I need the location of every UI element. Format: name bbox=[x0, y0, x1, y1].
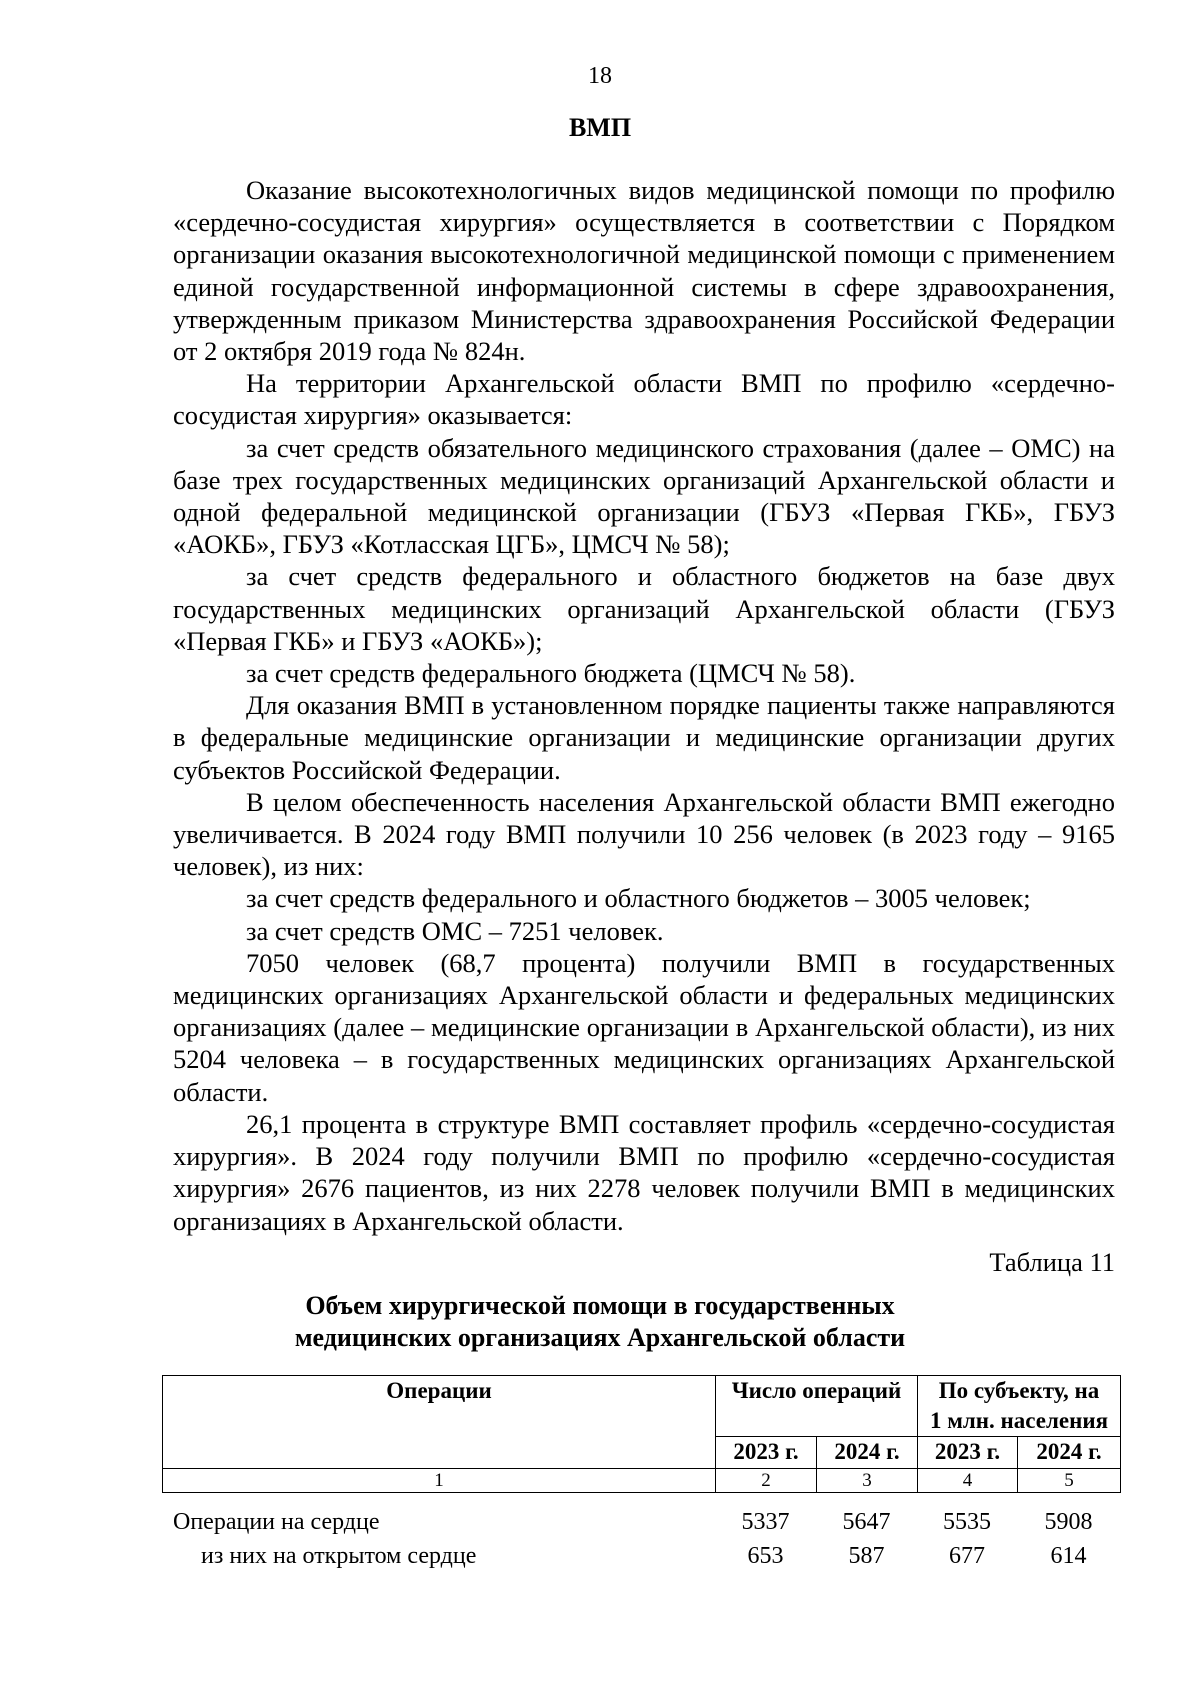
column-number: 4 bbox=[918, 1469, 1018, 1493]
table-title-line: Объем хирургической помощи в государственных bbox=[305, 1291, 895, 1320]
table-title bbox=[0, 1290, 1200, 1354]
row-label: из них на открытом сердце bbox=[201, 1543, 477, 1569]
paragraph: 7050 человек (68,7 процента) получили ВМП в государственных медицинских организациях Архангельской области и федеральных медицинских организациях (далее – медицинские организации в Архангельской области), из них 5204 человека – в государственных медицинских организациях Архангельской области. bbox=[173, 947, 1115, 1107]
table-title-line: медицинских организациях Архангельской области bbox=[294, 1323, 906, 1352]
paragraph: за счет средств федерального и областного бюджетов – 3005 человек; bbox=[246, 883, 1031, 914]
row-label: Операции на сердце bbox=[173, 1509, 380, 1535]
row-value: 5647 bbox=[842, 1509, 891, 1535]
row-value: 587 bbox=[848, 1543, 885, 1569]
column-number: 2 bbox=[716, 1469, 817, 1493]
header-year: 2024 г. bbox=[1018, 1437, 1121, 1469]
paragraph: за счет средств обязательного медицинского страхования (далее – ОМС) на базе трех государственных медицинских организаций Архангельской области и одной федеральной медицинской организации (ГБУЗ «Первая ГКБ», ГБУЗ «АОКБ», ГБУЗ «Котласская ЦГБ», ЦМСЧ № 58); bbox=[173, 432, 1115, 560]
paragraph: Для оказания ВМП в установленном порядке пациенты также направляются в федеральные медицинские организации и медицинские организации других субъектов Российской Федерации. bbox=[173, 690, 1115, 785]
paragraph: за счет средств федерального и областного бюджетов на базе двух государственных медицинских организаций Архангельской области (ГБУЗ «Первая ГКБ» и ГБУЗ «АОКБ»); bbox=[173, 561, 1115, 656]
column-number: 1 bbox=[163, 1469, 716, 1493]
row-value: 614 bbox=[1050, 1543, 1087, 1569]
table-body bbox=[162, 1505, 1120, 1573]
table-label: Таблица 11 bbox=[989, 1247, 1115, 1277]
paragraph: 26,1 процента в структуре ВМП составляет профиль «сердечно-сосудистая хирургия». В 2024 году получили ВМП по профилю «сердечно-сосудистая хирургия» 2676 пациентов, из них 2278 человек получили ВМП в медицинских организациях в Архангельской области. bbox=[173, 1108, 1115, 1236]
paragraph: за счет средств ОМС – 7251 человек. bbox=[246, 915, 664, 946]
table-row bbox=[162, 1539, 1120, 1573]
row-value: 653 bbox=[747, 1543, 784, 1569]
header-year: 2024 г. bbox=[817, 1437, 918, 1469]
header-year: 2023 г. bbox=[716, 1437, 817, 1469]
column-number: 5 bbox=[1018, 1469, 1121, 1493]
header-per-million-line: По субъекту, на bbox=[938, 1378, 1100, 1403]
row-value: 5535 bbox=[943, 1509, 991, 1535]
paragraph: за счет средств федерального бюджета (ЦМСЧ № 58). bbox=[246, 658, 856, 689]
section-heading: ВМП bbox=[568, 113, 632, 142]
table-row bbox=[162, 1505, 1120, 1539]
row-value: 5337 bbox=[741, 1509, 790, 1535]
header-operations: Операции bbox=[163, 1376, 716, 1469]
column-number: 3 bbox=[817, 1469, 918, 1493]
header-year: 2023 г. bbox=[918, 1437, 1018, 1469]
body-text bbox=[173, 174, 1115, 1237]
paragraph: Оказание высокотехнологичных видов медицинской помощи по профилю «сердечно-сосудистая хирургия» осуществляется в соответствии с Порядком организации оказания высокотехнологичной медицинской помощи с применением единой государственной информационной системы в сфере здравоохранения, утвержденным приказом Министерства здравоохранения Российской Федерации от 2 октября 2019 года № 824н. bbox=[173, 175, 1115, 367]
header-per-million bbox=[918, 1376, 1121, 1437]
header-count: Число операций bbox=[716, 1376, 918, 1437]
table-header bbox=[162, 1375, 1121, 1493]
row-value: 5908 bbox=[1044, 1509, 1093, 1535]
paragraph: В целом обеспеченность населения Архангельской области ВМП ежегодно увеличивается. В 2024 году ВМП получили 10 256 человек (в 2023 году – 9165 человек), из них: bbox=[173, 786, 1115, 882]
page-number: 18 bbox=[588, 63, 612, 89]
row-value: 677 bbox=[949, 1543, 985, 1569]
header-per-million-line: 1 млн. населения bbox=[929, 1408, 1109, 1433]
paragraph: На территории Архангельской области ВМП по профилю «сердечно-сосудистая хирургия» оказывается: bbox=[173, 368, 1115, 431]
